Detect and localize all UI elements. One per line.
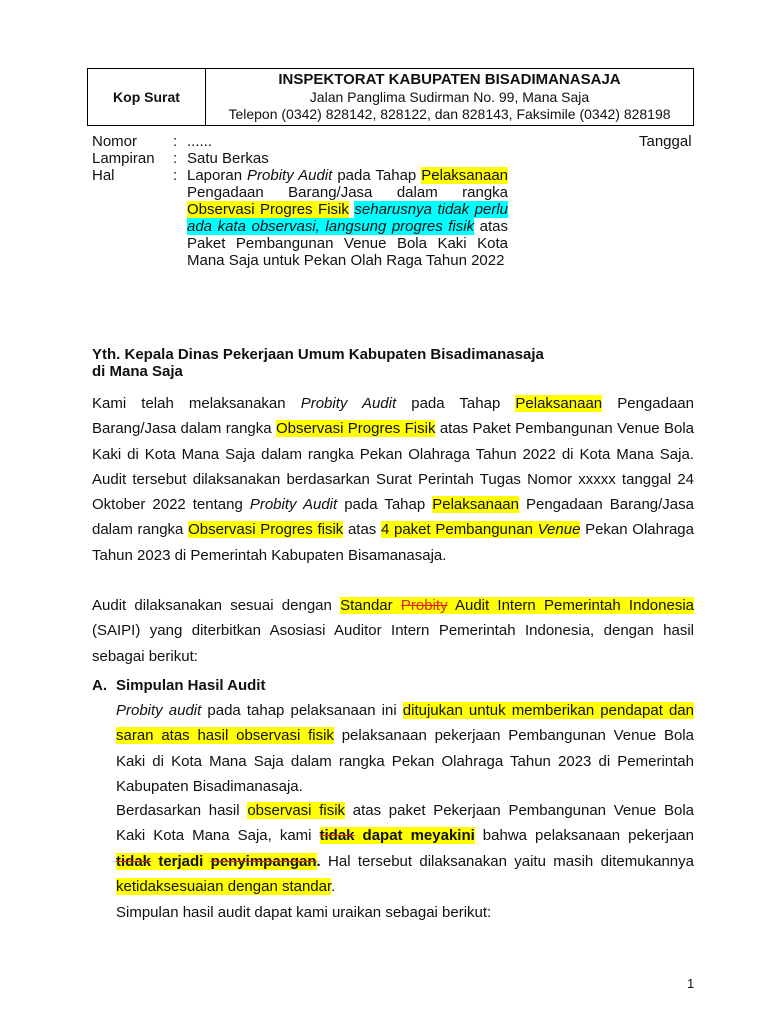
letterhead-address: Jalan Panglima Sudirman No. 99, Mana Saja [309, 89, 590, 105]
addressee-line1: Yth. Kepala Dinas Pekerjaan Umum Kabupaten Bisadimanasaja [92, 346, 544, 363]
text: Kami telah melaksanakan [92, 395, 301, 412]
hal-highlight: Observasi Progres Fisik [187, 201, 349, 218]
meta-tanggal-label: Tanggal [639, 133, 692, 150]
deleted-text: Probity [400, 597, 448, 614]
highlight: Observasi Progres Fisik [275, 420, 436, 438]
meta-hal-label: Hal [92, 167, 115, 184]
text-italic: Probity audit [116, 702, 202, 719]
text: atas Paket Pembangunan Venue Bola Kaki di Kota Mana Saja dalam rangka Pekan Olahraga Tahun 2022 di Kota Mana Saja. Audit tersebut dilaksanakan berdasarkan Surat Perintah Tugas Nomor xxxxx tanggal 24 Oktober 2022 tentang [92, 420, 694, 514]
text-bold: . [316, 852, 321, 870]
text: bahwa pelaksanaan pekerjaan [474, 827, 694, 845]
text: atas [343, 521, 381, 539]
addressee [92, 346, 544, 380]
meta-nomor-value: ...... [187, 133, 213, 150]
deleted-text: tidak [116, 852, 152, 870]
hal-text: pada Tahap [332, 167, 422, 184]
section-a-heading [92, 673, 265, 698]
text-italic: Probity Audit [249, 496, 338, 514]
meta-colon: : [173, 167, 178, 184]
letterhead-phone: Telepon (0342) 828142, 828122, dan 828143, Faksimile (0342) 828198 [228, 106, 671, 122]
text: Berdasarkan hasil [116, 802, 248, 819]
highlight: Pelaksanaan [515, 395, 603, 412]
text: pada Tahap [396, 395, 516, 412]
text: Pekan Olahraga Tahun 2023 di Pemerintah Kabupaten Bisamanasaja. [92, 521, 694, 564]
text: pada tahap pelaksanaan ini [201, 702, 403, 719]
paragraph-summary-intro: Simpulan hasil audit dapat kami uraikan sebagai berikut: [116, 904, 492, 921]
highlight: ketidaksesuaian dengan standar [116, 877, 332, 895]
addressee-line2: di Mana Saja [92, 363, 183, 380]
paragraph-result [116, 798, 694, 899]
meta-hal-row [92, 167, 508, 269]
text: atas paket Pekerjaan Pembangunan Venue Bola Kaki Kota Mana Saja, kami [116, 802, 694, 845]
meta-hal-value [187, 167, 508, 269]
deleted-text: tidak [319, 827, 355, 845]
text: Pengadaan Barang/Jasa dalam rangka [92, 395, 694, 438]
meta-lampiran-label: Lampiran [92, 150, 155, 167]
review-comment: seharusnya tidak perlu ada kata observasi, langsung progres fisik [187, 201, 508, 235]
text: Hal tersebut dilaksanakan yaitu masih ditemukannya [320, 852, 694, 870]
text: Audit dilaksanakan sesuai dengan [92, 597, 341, 614]
section-a-number: A. [92, 677, 107, 694]
hal-text: Laporan [187, 167, 248, 184]
highlight: Standar [340, 597, 401, 614]
letterhead-box [87, 68, 694, 126]
letterhead-body [206, 69, 693, 125]
highlight-bold: terjadi [151, 852, 211, 870]
highlight-italic: Venue [537, 521, 581, 539]
letterhead-label: Kop Surat [88, 69, 206, 125]
section-a-title: Simpulan Hasil Audit [116, 677, 266, 694]
meta-colon: : [173, 150, 178, 167]
highlight: Pelaksanaan [432, 496, 519, 514]
meta-colon: : [173, 133, 178, 150]
highlight: 4 paket Pembangunan [380, 521, 538, 539]
text: (SAIPI) yang diterbitkan Asosiasi Auditor Intern Pemerintah Indonesia, dengan hasil sebagai berikut: [92, 622, 694, 665]
paragraph-standard [92, 593, 694, 669]
letter-meta [92, 133, 508, 269]
text: pada Tahap [337, 496, 433, 514]
highlight: ditujukan untuk memberikan pendapat dan saran atas hasil observasi fisik [116, 702, 694, 745]
meta-lampiran-row [92, 150, 508, 167]
hal-text: atas Paket Pembangunan Venue Bola Kaki Kota Mana Saja untuk Pekan Olah Raga Tahun 2022 [187, 218, 508, 269]
text: . [331, 877, 336, 895]
highlight: Audit Intern Pemerintah Indonesia [447, 597, 694, 614]
letterhead-org: INSPEKTORAT KABUPATEN BISADIMANASAJA [278, 71, 621, 88]
highlight: Observasi Progres fisik [188, 521, 344, 539]
paragraph-purpose [116, 698, 694, 799]
meta-nomor-row [92, 133, 508, 150]
meta-nomor-label: Nomor [92, 133, 138, 150]
hal-text-italic: Probity Audit [247, 167, 333, 184]
page-number: 1 [687, 976, 695, 991]
text: Pengadaan Barang/Jasa dalam rangka [92, 496, 694, 539]
highlight-bold: dapat meyakini [354, 827, 475, 845]
paragraph-intro [92, 391, 694, 568]
hal-highlight: Pelaksanaan [421, 167, 508, 184]
text: pelaksanaan pekerjaan Pembangunan Venue Bola Kaki di Kota Mana Saja dalam rangka Pekan Olahraga Tahun 2023 di Pemerintah Kabupaten Bisadimanasaja. [116, 727, 694, 795]
deleted-text: penyimpangan [210, 852, 317, 870]
highlight: observasi fisik [247, 802, 346, 819]
text-italic: Probity Audit [300, 395, 397, 412]
hal-text: Pengadaan Barang/Jasa dalam rangka [187, 184, 508, 201]
meta-lampiran-value: Satu Berkas [187, 150, 269, 167]
